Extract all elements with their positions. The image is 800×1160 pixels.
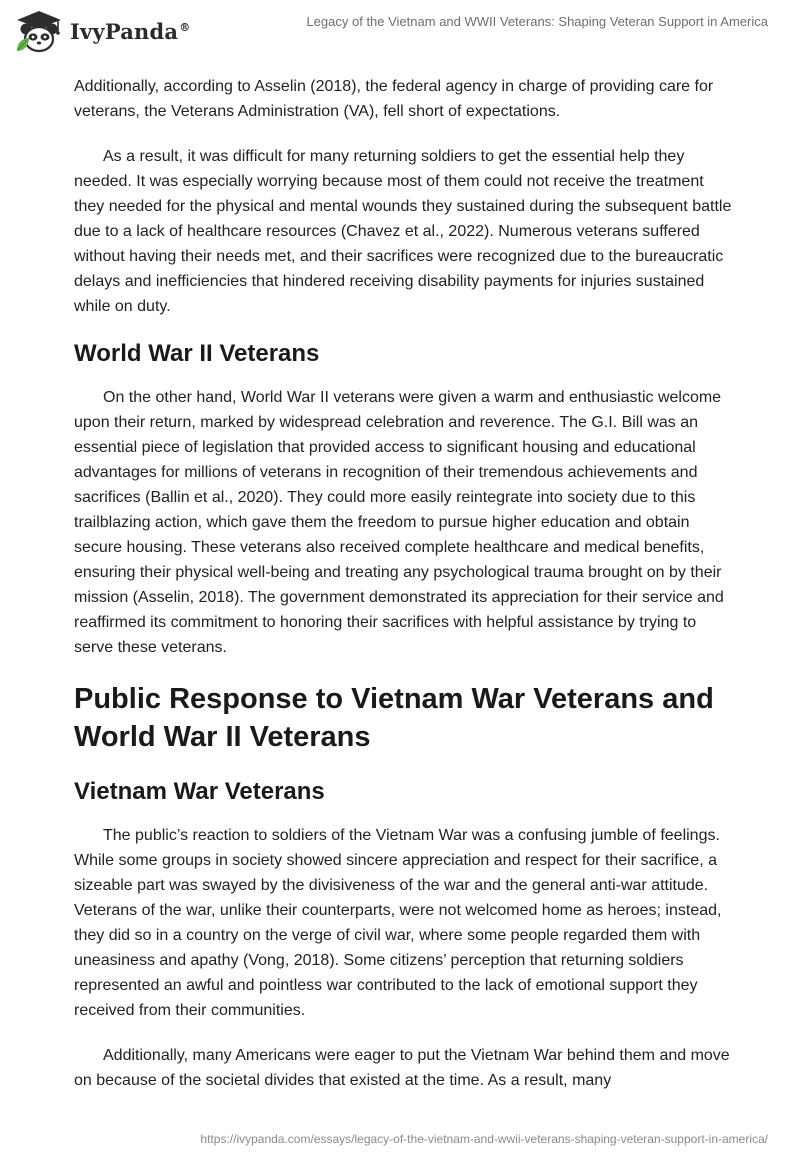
paragraph: Additionally, many Americans were eager to put the Vietnam War behind them and move on because of the societal divides that existed at the time. As a result, many — [74, 1047, 730, 1089]
section-heading: World War II Veterans — [74, 340, 320, 367]
panda-graduate-icon — [14, 9, 64, 53]
section-heading: Vietnam War Veterans — [74, 778, 325, 805]
section-title: Public Response to Vietnam War Veterans and World War II Veterans — [74, 683, 714, 753]
paragraph: Additionally, according to Asselin (2018), the federal agency in charge of providing care for veterans, the Veterans Administration (VA), fell short of expectations. — [74, 78, 714, 120]
document-title: Legacy of the Vietnam and WWII Veterans: Shaping Veteran Support in America — [306, 14, 768, 29]
ivypanda-logo[interactable] — [14, 8, 190, 54]
paragraph: On the other hand, World War II veterans were given a warm and enthusiastic welcome upon their return, marked by widespread celebration and reverence. The G.I. Bill was an essential piece of legislation that provided access to significant housing and educational advantages for millions of veterans in recognition of their tremendous achievements and sacrifices (Ballin et al., 2020). They could more easily reintegrate into society due to this trailblazing action, which gave them the freedom to pursue higher education and obtain secure housing. These veterans also received complete healthcare and medical benefits, ensuring their physical well-being and treating any psychological trauma brought on by their mission (Asselin, 2018). The government demonstrated its appreciation for their service and reaffirmed its commitment to honoring their sacrifices with helpful assistance by trying to serve these veterans. — [74, 389, 724, 656]
source-url[interactable]: https://ivypanda.com/essays/legacy-of-the-vietnam-and-wwii-veterans-shaping-veteran-support-in-america/ — [200, 1132, 768, 1146]
paragraph: As a result, it was difficult for many returning soldiers to get the essential help they needed. It was especially worrying because most of them could not receive the treatment they needed for the physical and mental wounds they sustained during the subsequent battle due to a lack of healthcare resources (Chavez et al., 2022). Numerous veterans suffered without having their needs met, and their sacrifices were recognized due to the bureaucratic delays and inefficiencies that hindered receiving disability payments for injuries sustained while on duty. — [74, 148, 732, 315]
logo-text: IvyPanda® — [70, 18, 191, 44]
page-header — [0, 0, 800, 60]
registered-mark: ® — [179, 20, 191, 34]
essay-content — [74, 74, 736, 1113]
paragraph: The public’s reaction to soldiers of the Vietnam War was a confusing jumble of feelings. While some groups in society showed sincere appreciation and respect for their sacrifice, a sizeable part was swayed by the divisiveness of the war and the general anti-war attitude. Veterans of the war, unlike their counterparts, were not welcomed home as heroes; instead, they did so in a country on the verge of civil war, where some people regarded them with uneasiness and apathy (Vong, 2018). Some citizens’ perception that returning soldiers represented an awful and pointless war contributed to the lack of emotional support they received from their communities. — [74, 827, 722, 1019]
